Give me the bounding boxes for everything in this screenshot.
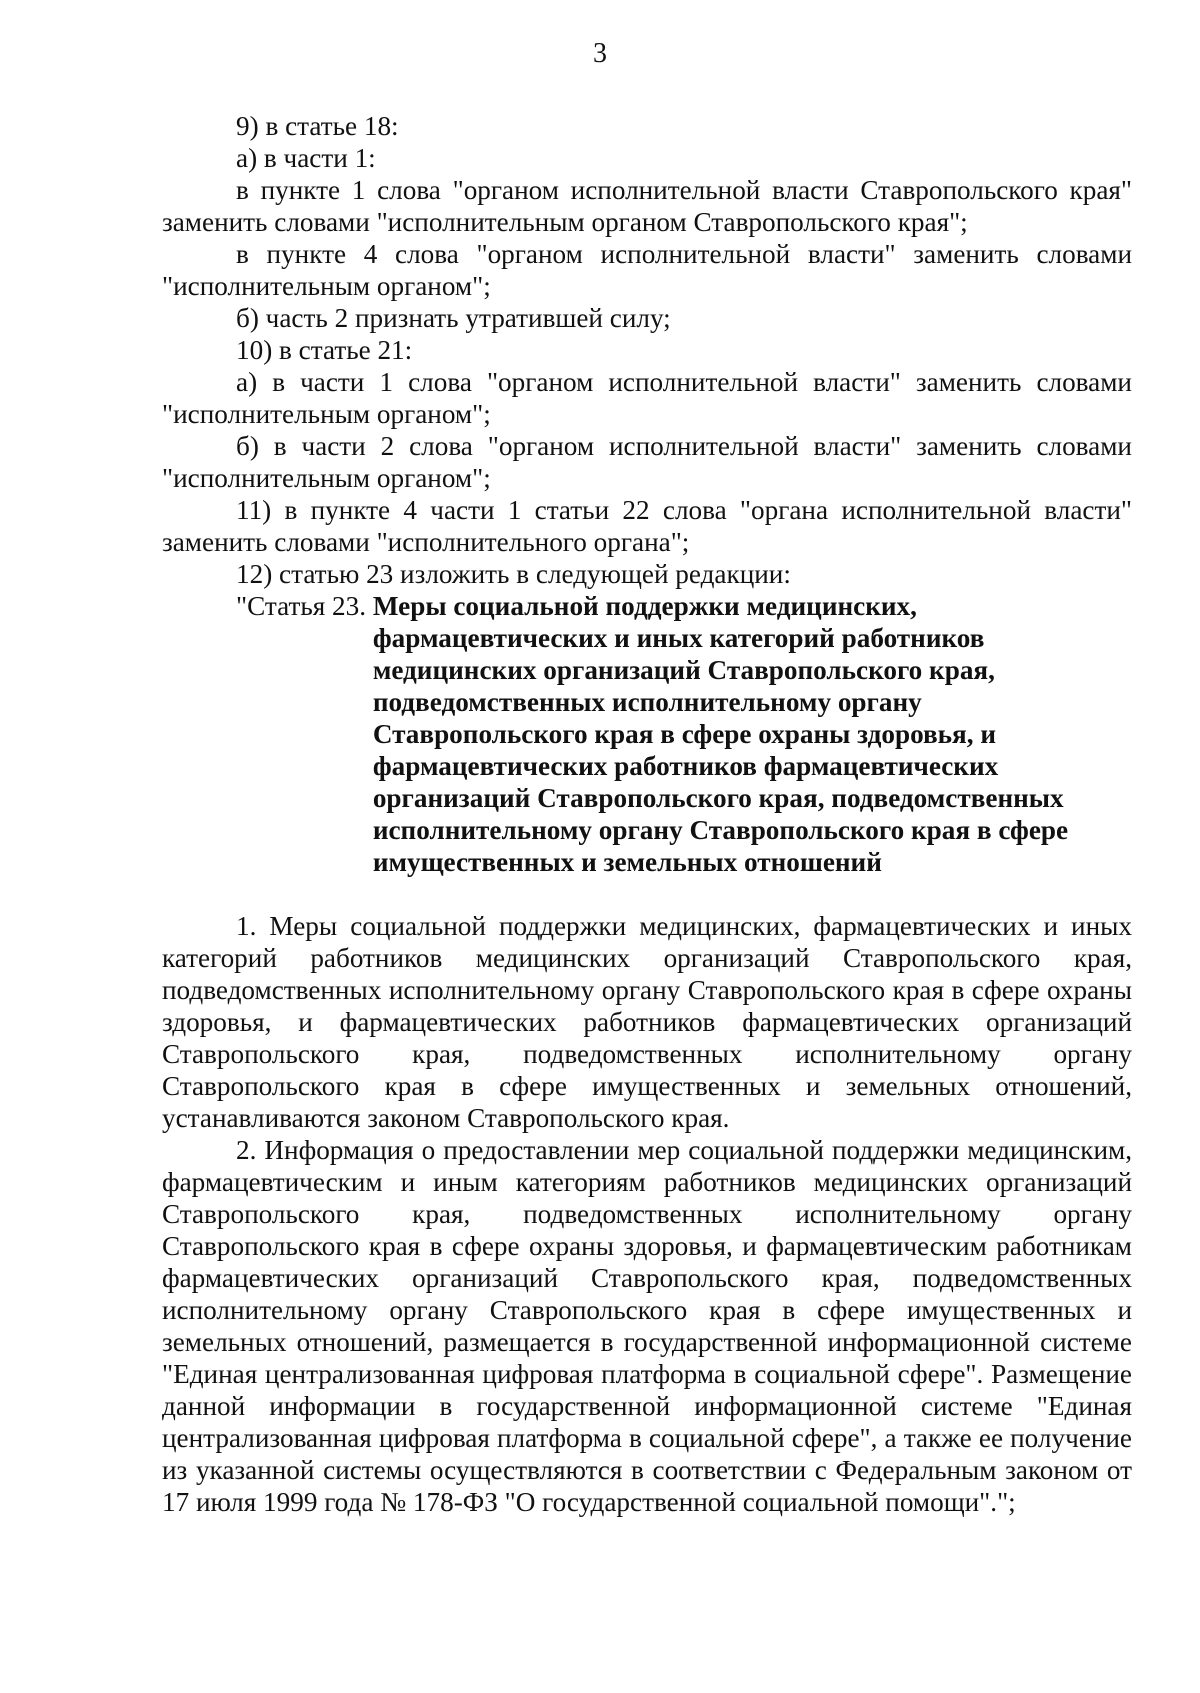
article-title-line: медицинских организаций Ставропольского края,: [372, 655, 995, 685]
amendment-item: б) часть 2 признать утратившей силу;: [236, 303, 671, 333]
amendment-item: 12) статью 23 изложить в следующей редакции:: [236, 559, 791, 589]
amendment-item: в пункте 1 слова "органом исполнительной власти Ставропольского края" заменить словами "исполнительным органом Ставропольского края";: [162, 175, 1132, 237]
article-title-line: организаций Ставропольского края, подведомственных: [372, 783, 1064, 813]
spacer: [162, 878, 1132, 910]
article-title-line: фармацевтических и иных категорий работников: [372, 623, 985, 653]
article-title: [373, 590, 1068, 878]
article-title-line: Ставропольского края в сфере охраны здоровья, и: [372, 719, 997, 749]
amendment-item: 11) в пункте 4 части 1 статьи 22 слова "органа исполнительной власти" заменить словами "исполнительного органа";: [162, 495, 1132, 557]
article-title-line: Меры социальной поддержки медицинских,: [372, 591, 917, 621]
page-number: 3: [593, 38, 607, 69]
article-title-line: имущественных и земельных отношений: [372, 847, 882, 877]
article-title-line: подведомственных исполнительному органу: [372, 687, 922, 717]
amendment-list: [162, 110, 1132, 590]
amendment-item: 10) в статье 21:: [236, 335, 413, 365]
amendment-item: а) в части 1 слова "органом исполнительной власти" заменить словами "исполнительным органом";: [162, 367, 1132, 429]
amendment-item: в пункте 4 слова "органом исполнительной власти" заменить словами "исполнительным органом";: [162, 239, 1132, 301]
article-paragraph: 2. Информация о предоставлении мер социальной поддержки медицинским, фармацевтическим и иным категориям работников медицинских организаций Ставропольского края, подведомственных исполнительному органу Ставропольского края в сфере охраны здоровья, и фармацевтическим работникам фармацевтических организаций Ставропольского края, подведомственных исполнительному органу Ставропольского края в сфере имущественных и земельных отношений, размещается в государственной информационной системе "Единая централизованная цифровая платформа в социальной сфере". Размещение данной информации в государственной информационной системе "Единая централизованная цифровая платформа в социальной сфере", а также ее получение из указанной системы осуществляются в соответствии с Федеральным законом от 17 июля 1999 года № 178-ФЗ "О государственной социальной помощи".";: [162, 1135, 1132, 1517]
document-body: [162, 110, 1132, 1518]
article-heading: [162, 590, 1132, 878]
article-title-line: фармацевтических работников фармацевтических: [372, 751, 999, 781]
article-text: [162, 910, 1132, 1518]
article-title-line: исполнительному органу Ставропольского края в сфере: [372, 815, 1069, 845]
article-paragraph: 1. Меры социальной поддержки медицинских, фармацевтических и иных категорий работников медицинских организаций Ставропольского края, подведомственных исполнительному органу Ставропольского края в сфере охраны здоровья, и фармацевтических работников фармацевтических организаций Ставропольского края, подведомственных исполнительному органу Ставропольского края в сфере имущественных и земельных отношений, устанавливаются законом Ставропольского края.: [162, 911, 1132, 1133]
amendment-item: 9) в статье 18:: [236, 111, 399, 141]
article-number: "Статья 23.: [236, 591, 373, 621]
amendment-item: б) в части 2 слова "органом исполнительной власти" заменить словами "исполнительным органом";: [162, 431, 1132, 493]
amendment-item: а) в части 1:: [236, 143, 376, 173]
